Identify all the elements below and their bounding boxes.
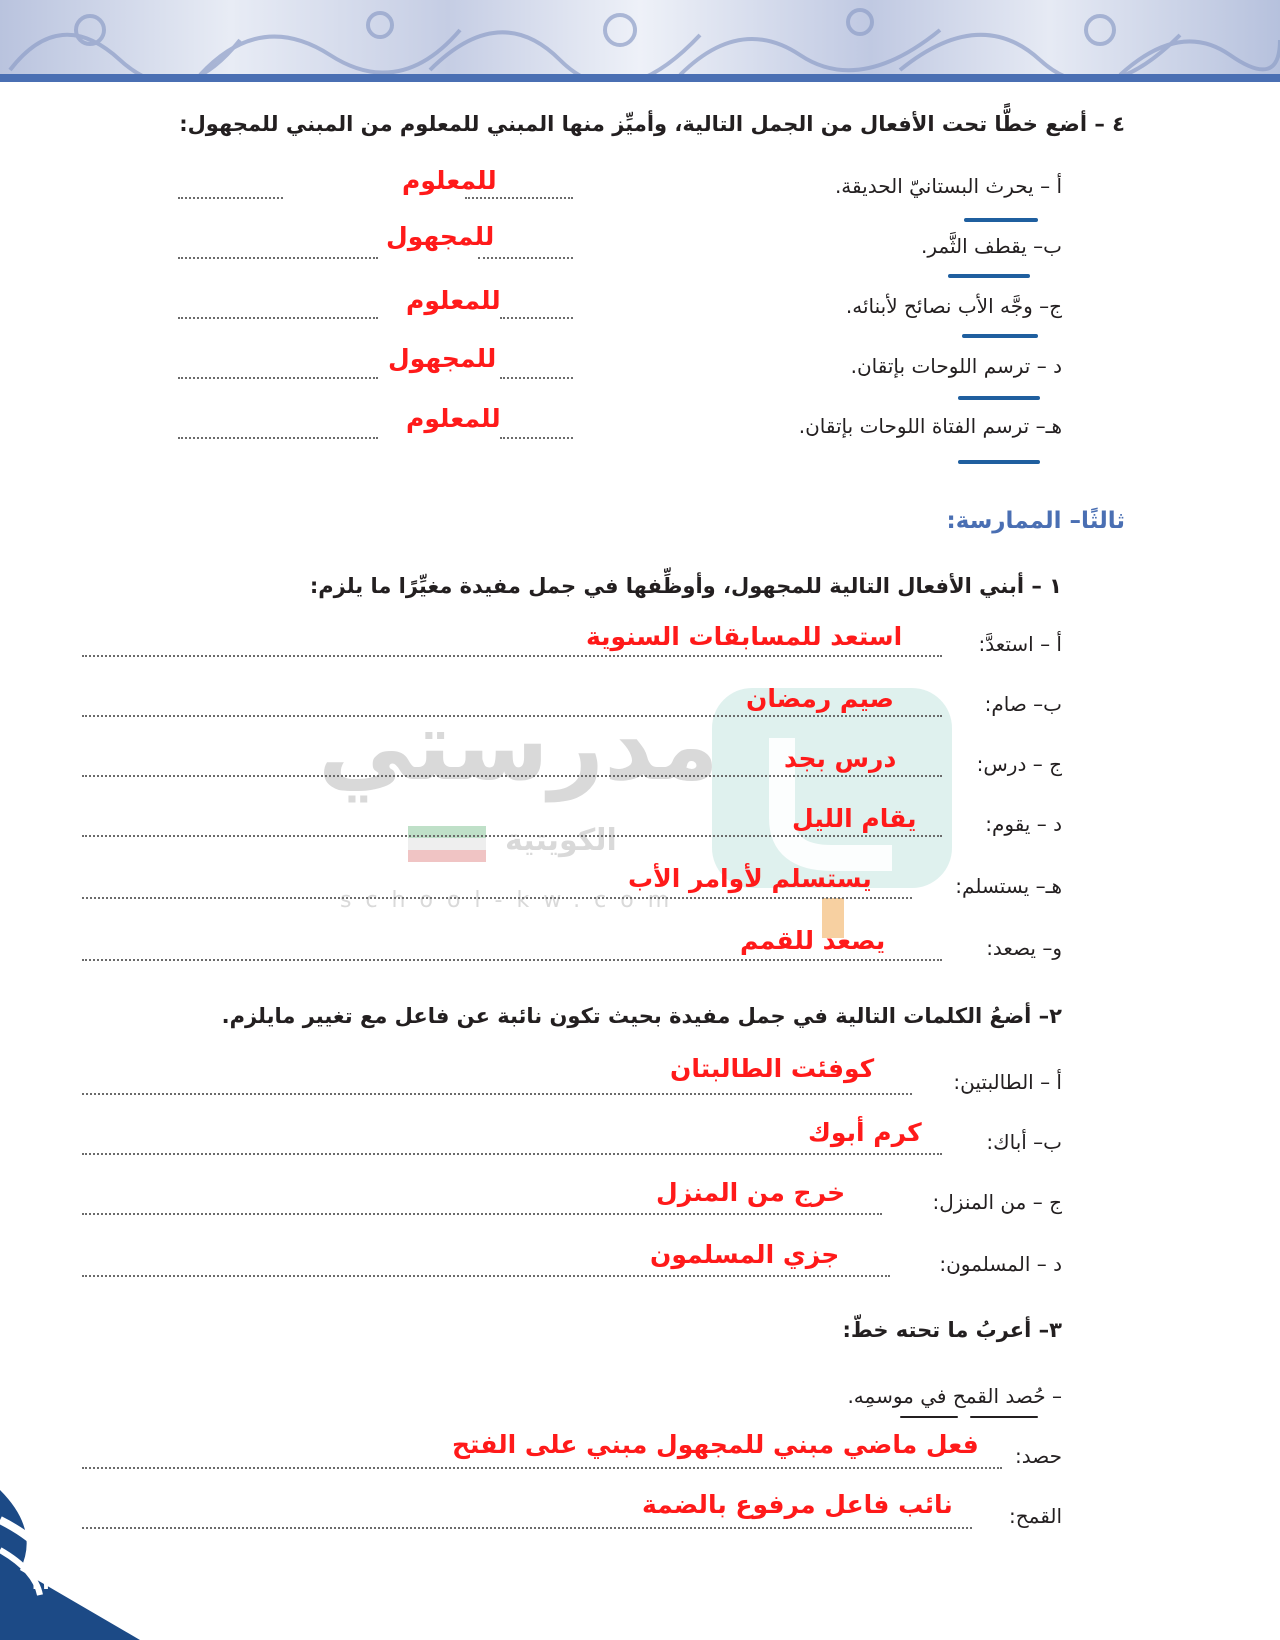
p3-underline-verb — [970, 1416, 1038, 1418]
p2-answer-d: جزي المسلمون — [650, 1240, 840, 1269]
q4-item-c: ج– وجَّه الأب نصائح لأبنائه. — [845, 294, 1062, 318]
q4-item-b: ب– يقطف الثَّمر. — [921, 234, 1062, 258]
p1-title: ١ – أبني الأفعال التالية للمجهول، وأوظِّفها في جمل مفيدة مغيِّرًا ما يلزم: — [309, 574, 1062, 598]
q4-underline-d — [958, 396, 1040, 400]
p2-item-a: أ – الطالبتين: — [953, 1070, 1062, 1094]
p2-dots-b — [82, 1153, 942, 1155]
q4-answer-b: للمجهول — [386, 222, 495, 251]
p2-item-d: د – المسلمون: — [939, 1252, 1062, 1276]
p1-answer-c: درس بجد — [784, 744, 897, 773]
q4-answer-e: للمعلوم — [406, 404, 501, 433]
p1-item-a: أ – استعدَّ: — [978, 632, 1062, 656]
p1-dots-b — [82, 715, 942, 717]
p1-item-e: هـ– يستسلم: — [955, 874, 1062, 898]
kuwait-flag-icon — [408, 826, 486, 862]
p3-answer-b: نائب فاعل مرفوع بالضمة — [642, 1490, 953, 1519]
p1-item-d: د – يقوم: — [985, 812, 1062, 836]
p1-dots-d — [82, 835, 942, 837]
p3-title: ٣– أعربُ ما تحته خطّ: — [842, 1318, 1062, 1342]
q4-underline-e — [958, 460, 1040, 464]
p1-item-c: ج – درس: — [976, 752, 1062, 776]
q4-dots-e2 — [500, 437, 573, 439]
q4-underline-a — [964, 218, 1038, 222]
banner-edge — [0, 74, 1280, 82]
p1-dots-f — [82, 959, 942, 961]
p2-answer-b: كرم أبوك — [808, 1118, 922, 1147]
watermark-url: school-kw.com — [340, 888, 684, 913]
p3-sentence: – حُصد القمح في موسمِه. — [847, 1384, 1062, 1408]
p1-answer-b: صيم رمضان — [746, 684, 894, 713]
section-heading: ثالثًا– الممارسة: — [946, 508, 1125, 534]
p2-dots-a — [82, 1093, 912, 1095]
p3-dots-a — [82, 1467, 1002, 1469]
q4-dots-c2 — [500, 317, 573, 319]
p2-answer-a: كوفئت الطالبتان — [670, 1054, 875, 1083]
q4-item-e: هـ– ترسم الفتاة اللوحات بإتقان. — [798, 414, 1062, 438]
p1-item-f: و– يصعد: — [986, 936, 1062, 960]
watermark-sub: الكويتية — [505, 823, 617, 858]
q4-underline-c — [962, 334, 1038, 338]
q4-dots-c1 — [178, 317, 378, 319]
p1-answer-f: يصعد للقمم — [740, 926, 886, 955]
p3-dots-b — [82, 1527, 972, 1529]
q4-item-a: أ – يحرث البستانيّ الحديقة. — [834, 174, 1062, 198]
q4-dots-d1 — [178, 377, 378, 379]
p1-dots-a — [82, 655, 942, 657]
p3-item-a: حصد: — [1015, 1444, 1062, 1468]
p2-answer-c: خرج من المنزل — [656, 1178, 846, 1207]
calligraphy-pattern — [0, 0, 1280, 82]
q4-answer-d: للمجهول — [388, 344, 497, 373]
q4-item-d: د – ترسم اللوحات بإتقان. — [850, 354, 1062, 378]
p2-dots-c — [82, 1213, 882, 1215]
q4-title: ٤ – أضع خطًّا تحت الأفعال من الجمل التالية، وأميِّز منها المبني للمعلوم من المبني للمجهول: — [179, 112, 1125, 136]
q4-dots-b2 — [478, 257, 573, 259]
p1-answer-e: يستسلم لأوامر الأب — [628, 864, 872, 893]
p3-answer-a: فعل ماضي مبني للمجهول مبني على الفتح — [452, 1430, 979, 1459]
q4-dots-d2 — [500, 377, 573, 379]
q4-answer-a: للمعلوم — [402, 166, 497, 195]
p1-dots-c — [82, 775, 942, 777]
q4-dots-a1 — [178, 197, 283, 199]
p3-item-b: القمح: — [1009, 1504, 1062, 1528]
p2-item-c: ج – من المنزل: — [932, 1190, 1062, 1214]
p1-item-b: ب– صام: — [984, 692, 1062, 716]
q4-dots-e1 — [178, 437, 378, 439]
p1-dots-e — [82, 897, 912, 899]
page-corner-decoration — [0, 1490, 160, 1640]
watermark-main: مدرستي — [318, 690, 719, 802]
q4-dots-a2 — [465, 197, 573, 199]
p2-dots-d — [82, 1275, 890, 1277]
q4-underline-b — [948, 274, 1030, 278]
q4-answer-c: للمعلوم — [406, 286, 501, 315]
q4-dots-b1 — [178, 257, 378, 259]
p1-answer-d: يقام الليل — [792, 804, 917, 833]
page-number: ١٣٥ — [27, 1570, 69, 1595]
p3-underline-subject — [900, 1416, 958, 1418]
header-banner — [0, 0, 1280, 82]
p2-item-b: ب– أباك: — [986, 1130, 1062, 1154]
p2-title: ٢– أضعُ الكلمات التالية في جمل مفيدة بحيث تكون نائبة عن فاعل مع تغيير مايلزم. — [221, 1004, 1062, 1028]
p1-answer-a: استعد للمسابقات السنوية — [586, 622, 903, 651]
